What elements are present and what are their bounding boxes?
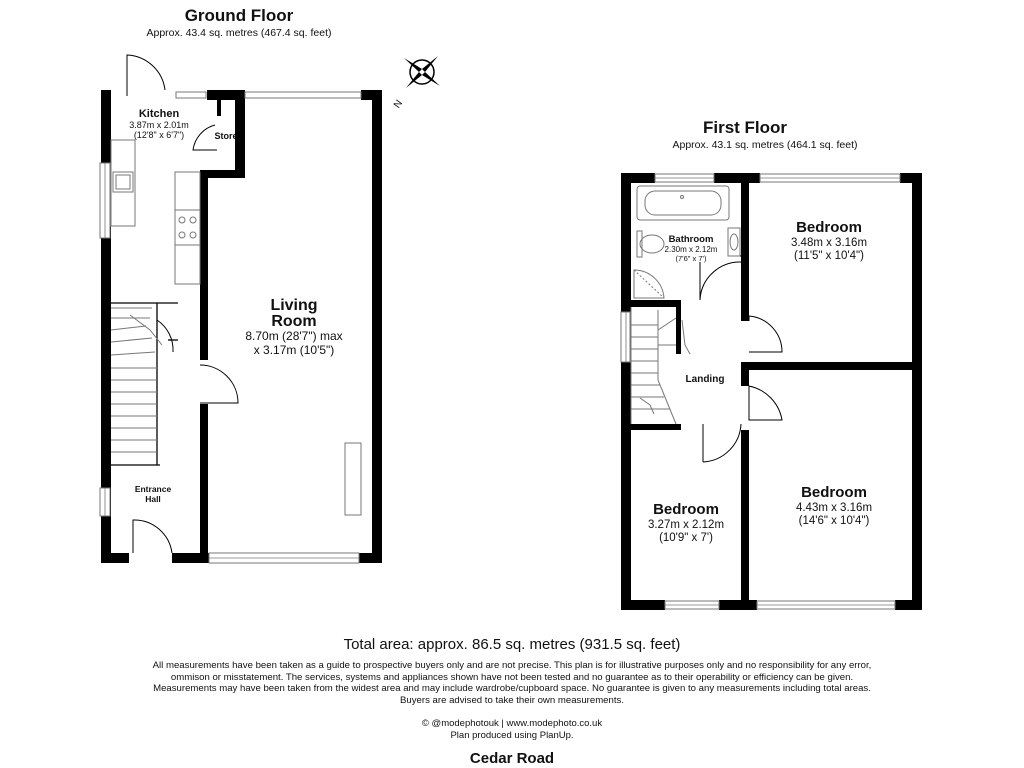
bedroom-tr-dim-ft: (11'5" x 10'4") — [794, 250, 864, 262]
first-floor-area: Approx. 43.1 sq. metres (464.1 sq. feet) — [672, 139, 858, 151]
kitchen-label — [129, 108, 189, 140]
bedroom-bl-dim-m: 3.27m x 2.12m — [647, 519, 725, 531]
living-room-label — [245, 297, 342, 357]
living-name-2: Room — [271, 313, 317, 330]
produced-by-text: Plan produced using PlanUp. — [450, 730, 574, 741]
compass-north-label: N — [391, 98, 406, 111]
ground-floor-area: Approx. 43.4 sq. metres (467.4 sq. feet) — [146, 27, 332, 39]
living-dim-2: x 3.17m (10'5") — [253, 343, 335, 357]
bedroom-bl-name: Bedroom — [653, 501, 719, 518]
bedroom-br-name: Bedroom — [801, 484, 867, 501]
hall-name-1: Entrance — [134, 484, 172, 494]
first-floor-title: First Floor — [702, 118, 788, 137]
bedroom-br-dim-m: 4.43m x 3.16m — [795, 502, 873, 514]
bedroom-tr-name: Bedroom — [796, 219, 862, 236]
street-name: Cedar Road — [469, 750, 555, 767]
kitchen-dim-ft: (12'8" x 6'7") — [133, 130, 185, 140]
store-name: Store — [214, 131, 238, 141]
disclaimer-text: All measurements have been taken as a guide to prospective buyers only and are not precise. This plan is for illustrative purposes only and no responsibility for any error, ommison or misstatement. The services, systems and appliances shown have not been tested and no guarantee as to their operability or efficiency can be given. Measurements may have been taken from the widest area and may include wardrobe/cupboard space. No guarantee is given to any measurements including total areas. Buyers are advised to take their own measurements. — [152, 660, 872, 706]
bathroom-name: Bathroom — [668, 234, 714, 245]
bedroom-bottom-left-label — [648, 501, 724, 544]
kitchen-dim-m: 3.87m x 2.01m — [129, 120, 189, 130]
bedroom-bl-dim-ft: (10'9" x 7') — [659, 532, 713, 544]
bathroom-dim-m: 2.30m x 2.12m — [664, 245, 718, 254]
copyright-block — [0, 718, 1024, 742]
living-name-1: Living — [270, 297, 318, 314]
living-dim-1: 8.70m (28'7") max — [245, 329, 343, 343]
bedroom-top-right-label — [791, 219, 867, 262]
bathroom-dim-ft: (7'6" x 7') — [675, 254, 707, 263]
hall-name-2: Hall — [145, 494, 161, 504]
entrance-hall-label — [135, 484, 172, 504]
bedroom-br-dim-ft: (14'6" x 10'4") — [798, 515, 870, 527]
bathroom-label — [665, 234, 718, 263]
ground-floor-title: Ground Floor — [184, 6, 294, 25]
first-floor-plan — [621, 173, 922, 610]
bedroom-tr-dim-m: 3.48m x 3.16m — [790, 237, 868, 249]
kitchen-name: Kitchen — [138, 108, 180, 120]
landing-name: Landing — [685, 374, 725, 385]
copyright-text: © @modephotouk | www.modephoto.co.uk — [421, 718, 603, 729]
total-area: Total area: approx. 86.5 sq. metres (931.5 sq. feet) — [343, 636, 681, 653]
bedroom-bottom-right-label — [796, 484, 872, 527]
compass-icon — [392, 56, 440, 111]
